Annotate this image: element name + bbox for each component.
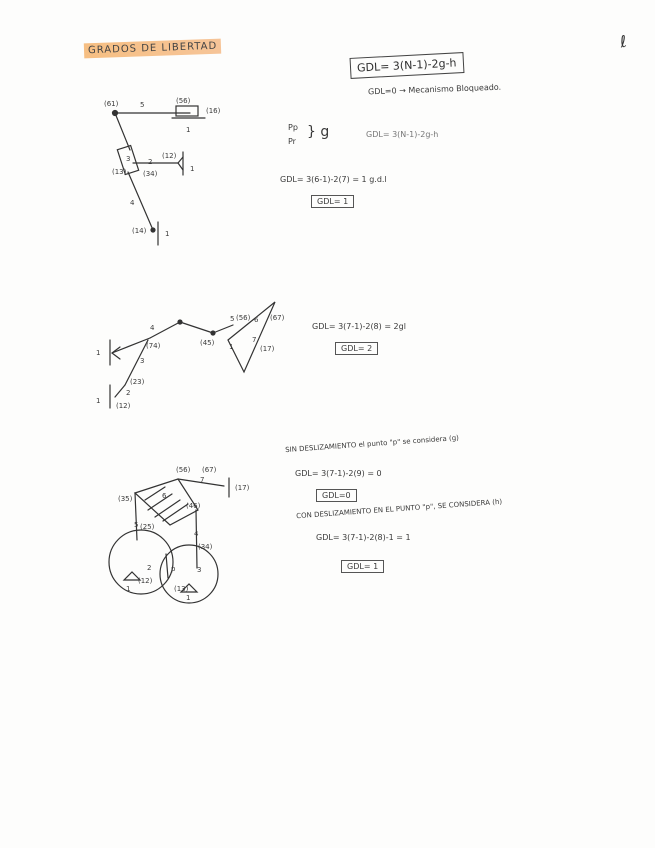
- p1-label-5: 5: [140, 101, 145, 109]
- p1-label-61: (61): [104, 100, 119, 108]
- problem2-result: GDL= 2: [335, 342, 378, 355]
- p1-label-4: 4: [130, 199, 135, 207]
- p3-label-34: (34): [198, 543, 213, 551]
- problem3-calculation-1: GDL= 3(7-1)-2(9) = 0: [295, 469, 382, 478]
- p3-label-6: 6: [162, 492, 167, 500]
- p2-label-1a: 1: [96, 349, 101, 357]
- p3-label-4: 4: [194, 530, 199, 538]
- p2-label-1b: 1: [96, 397, 101, 405]
- p1-label-14: (14): [132, 227, 147, 235]
- p2-label-12: (12): [116, 402, 131, 410]
- p3-label-1a: 1: [126, 585, 131, 593]
- p2-label-45: (45): [200, 339, 215, 347]
- p3-label-5: 5: [134, 521, 139, 529]
- p3-label-12: (12): [138, 577, 153, 585]
- p2-label-74: (74): [146, 342, 161, 350]
- p3-label-35: (35): [118, 495, 133, 503]
- problem1-faint-formula: GDL= 3(N-1)-2g-h: [366, 130, 439, 139]
- p2-label-3: 3: [140, 357, 145, 365]
- problem3-no-slip-note: SIN DESLIZAMIENTO el punto "p" se considera (g): [284, 433, 460, 455]
- p1-label-1c: 1: [165, 230, 170, 238]
- p2-label-6: 6: [254, 316, 259, 324]
- p1-label-1b: 1: [190, 165, 195, 173]
- p1-label-3: 3: [126, 155, 131, 163]
- blocked-mechanism-note: GDL=0 → Mecanismo Bloqueado.: [367, 82, 502, 97]
- p3-label-67: (67): [202, 466, 217, 474]
- page-title: GRADOS DE LIBERTAD: [84, 39, 222, 59]
- general-formula: GDL= 3(N-1)-2g-h: [350, 52, 464, 79]
- p1-label-34: (34): [143, 170, 158, 178]
- p1-label-13: (13): [112, 168, 127, 176]
- problem3-result-2: GDL= 1: [341, 560, 384, 573]
- p3-label-17: (17): [235, 484, 250, 492]
- p3-label-46: (46): [186, 502, 201, 510]
- p2-label-56: (56): [236, 314, 251, 322]
- problem1-calculation: GDL= 3(6-1)-2(7) = 1 g.d.l: [280, 175, 387, 184]
- p2-label-67: (67): [270, 314, 285, 322]
- pair-revolute-label: Pr: [288, 137, 296, 146]
- problem2-calculation: GDL= 3(7-1)-2(8) = 2gl: [312, 322, 406, 331]
- problem3-calculation-2: GDL= 3(7-1)-2(8)-1 = 1: [316, 533, 411, 542]
- p3-label-25: (25): [140, 523, 155, 531]
- p2-label-17: (17): [260, 345, 275, 353]
- p3-label-3: 3: [197, 566, 202, 574]
- mechanism-1-diagram: [113, 106, 206, 245]
- corner-signature-mark: ℓ: [618, 31, 629, 52]
- pair-prismatic-label: Pp: [288, 123, 298, 132]
- p1-label-12: (12): [162, 152, 177, 160]
- pairs-brace: } g: [307, 124, 330, 140]
- p2-label-1c: 1: [229, 343, 234, 351]
- p3-label-1b: 1: [186, 594, 191, 602]
- p1-label-2: 2: [148, 158, 153, 166]
- problem3-result-1: GDL=0: [316, 489, 357, 502]
- p2-label-4: 4: [150, 324, 155, 332]
- p2-label-2: 2: [126, 389, 131, 397]
- p3-label-p: p: [171, 565, 176, 573]
- p3-label-13: (13): [174, 585, 189, 593]
- p2-label-23: (23): [130, 378, 145, 386]
- p3-label-56: (56): [176, 466, 191, 474]
- p2-label-7: 7: [252, 336, 257, 344]
- problem1-result: GDL= 1: [311, 195, 354, 208]
- p2-label-5: 5: [230, 315, 235, 323]
- p1-label-56: (56): [176, 97, 191, 105]
- p1-label-16: (16): [206, 107, 221, 115]
- p3-label-2: 2: [147, 564, 152, 572]
- p3-label-7: 7: [200, 476, 205, 484]
- problem3-slip-note: CON DESLIZAMIENTO EN EL PUNTO "p", SE CONSIDERA (h): [295, 497, 503, 521]
- p1-label-1a: 1: [186, 126, 191, 134]
